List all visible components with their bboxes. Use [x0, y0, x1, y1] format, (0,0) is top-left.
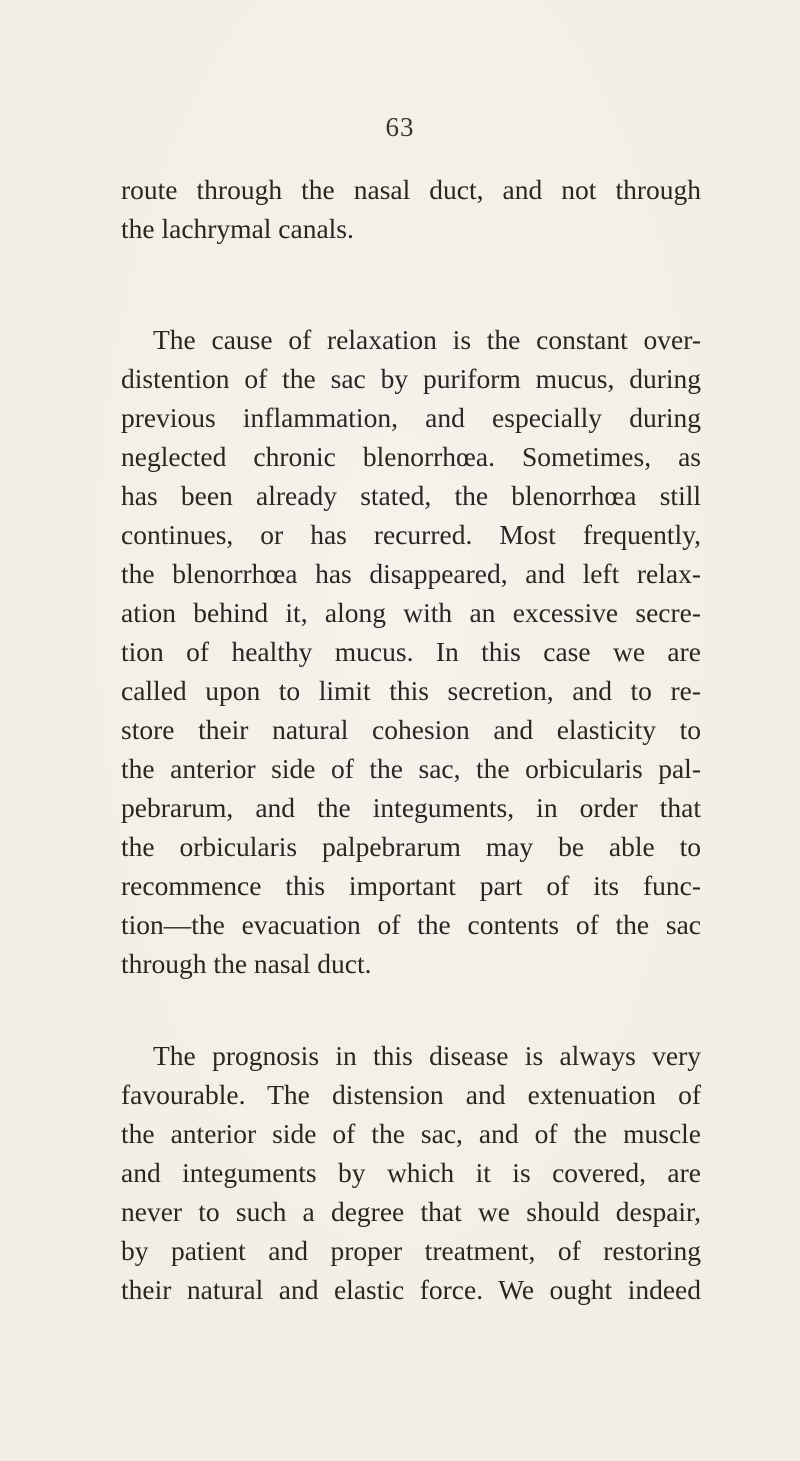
text-line: tion of healthy mucus. In this case we are: [121, 636, 701, 667]
page-number: 63: [385, 112, 415, 142]
text-line: The cause of relaxation is the constant over-: [153, 324, 701, 355]
text-line: the anterior side of the sac, and of the muscle: [121, 1118, 701, 1149]
text-line: and integuments by which it is covered, are: [121, 1157, 701, 1188]
text-line: the lachrymal canals.: [121, 213, 354, 244]
text-line: route through the nasal duct, and not through: [121, 174, 701, 205]
text-line: previous inflammation, and especially during: [121, 402, 701, 433]
text-line: ation behind it, along with an excessive secre-: [121, 597, 701, 628]
paragraph-1: [121, 170, 701, 248]
text-line: store their natural cohesion and elasticity to: [121, 714, 701, 745]
text-line: the orbicularis palpebrarum may be able to: [121, 831, 701, 862]
text-line: recommence this important part of its func-: [121, 870, 701, 901]
text-line: their natural and elastic force. We ought indeed: [121, 1274, 701, 1305]
text-line: never to such a degree that we should despair,: [121, 1196, 701, 1227]
text-line: by patient and proper treatment, of restoring: [121, 1235, 701, 1266]
paragraph-2: [121, 320, 701, 983]
text-line: the blenorrhœa has disappeared, and left relax-: [121, 558, 701, 589]
text-line: called upon to limit this secretion, and to re-: [121, 675, 701, 706]
text-line: pebrarum, and the integuments, in order that: [121, 792, 701, 823]
text-line: has been already stated, the blenorrhœa still: [121, 480, 701, 511]
text-line: tion—the evacuation of the contents of the sac: [121, 909, 701, 940]
text-line: the anterior side of the sac, the orbicularis pal-: [121, 753, 701, 784]
text-line: distention of the sac by puriform mucus, during: [121, 363, 701, 394]
text-line: through the nasal duct.: [121, 948, 372, 979]
text-line: The prognosis in this disease is always very: [153, 1040, 701, 1071]
paragraph-3: [121, 1036, 701, 1309]
text-line: continues, or has recurred. Most frequently,: [121, 519, 701, 550]
text-line: favourable. The distension and extenuation of: [121, 1079, 701, 1110]
text-line: neglected chronic blenorrhœa. Sometimes, as: [121, 441, 701, 472]
